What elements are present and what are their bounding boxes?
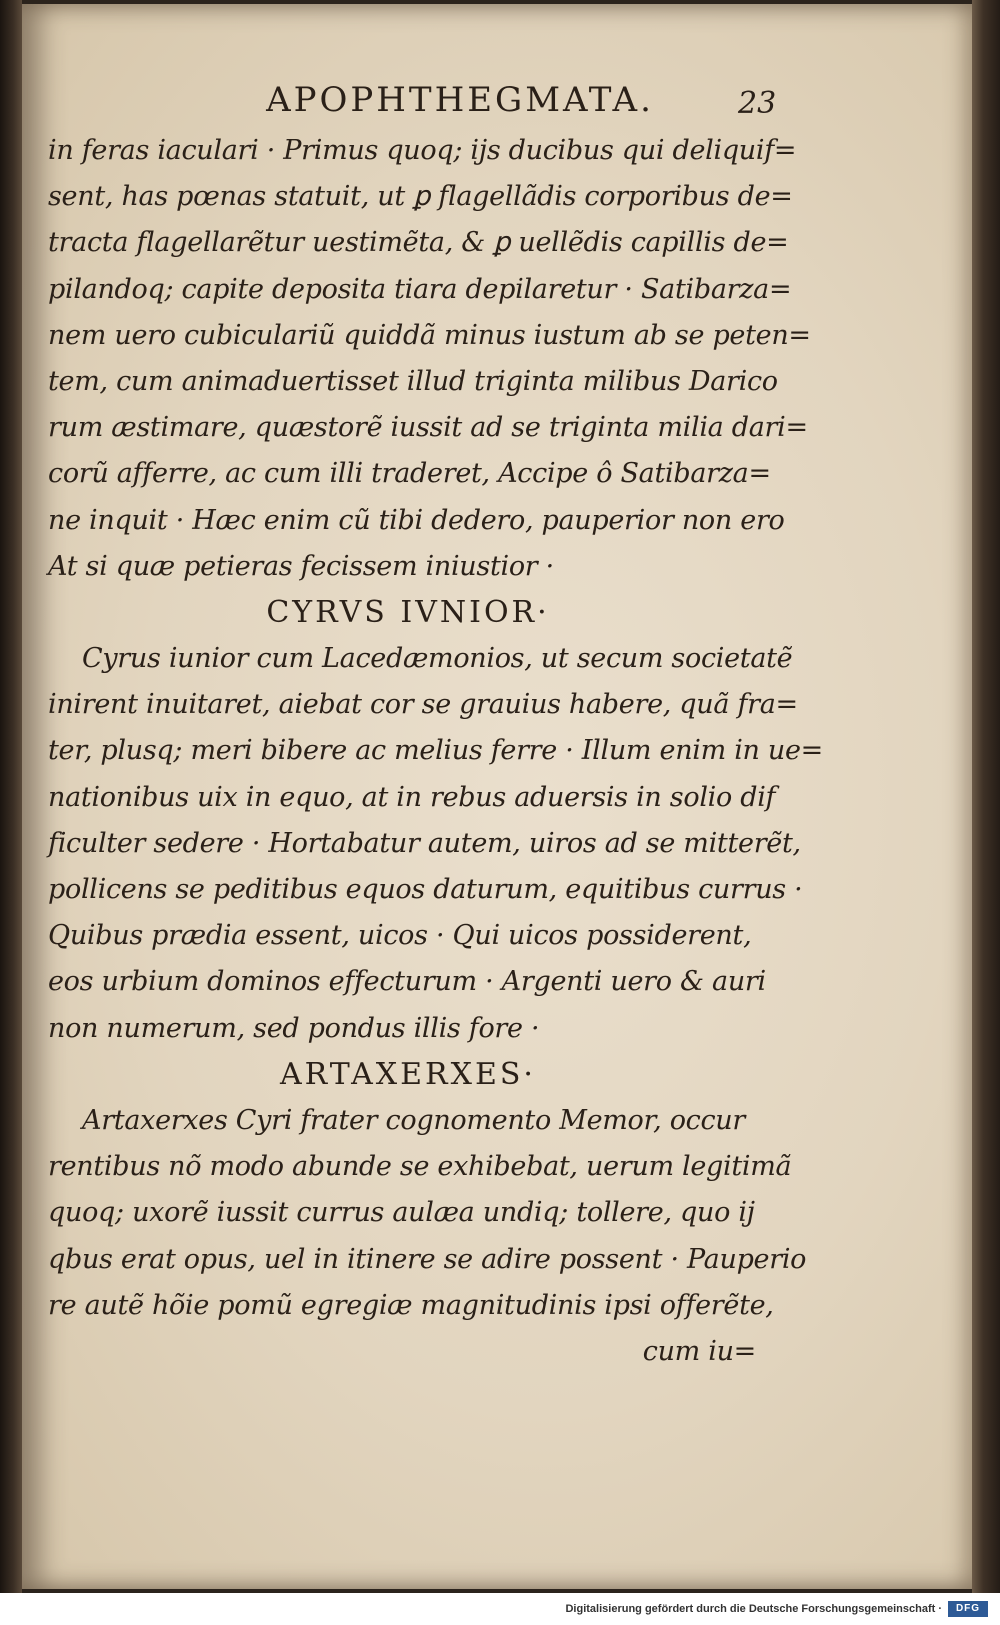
text-line: corũ afferre, ac cum illi traderet, Accipe ô Satibarza= bbox=[48, 458, 771, 490]
running-head: APOPHTHEGMATA. bbox=[266, 80, 654, 120]
folio-number: 23 bbox=[738, 86, 777, 121]
text-line: re autẽ hõie pomũ egregiæ magnitudinis ipsi offerẽte, bbox=[48, 1289, 774, 1321]
text-line: Cyrus iunior cum Lacedæmonios, ut secum societatẽ bbox=[82, 643, 793, 675]
footer-bar bbox=[0, 1593, 1000, 1625]
text-line: tracta flagellarẽtur uestimẽta, & ꝑ uellẽdis capillis de= bbox=[48, 227, 789, 259]
text-line: ne inquit · Hæc enim cũ tibi dedero, pauperior non ero bbox=[48, 504, 785, 536]
text-line: Artaxerxes Cyri frater cognomento Memor, occur bbox=[82, 1104, 746, 1136]
funding-credit: Digitalisierung gefördert durch die Deutsche Forschungsgemeinschaft · bbox=[565, 1603, 942, 1615]
text-line: in feras iaculari · Primus quoq; ijs ducibus qui deliquif= bbox=[48, 135, 797, 166]
text-line: rum æstimare, quæstorẽ iussit ad se triginta milia dari= bbox=[48, 412, 808, 444]
section-heading-artaxerxes: ARTAXERXES· bbox=[280, 1056, 536, 1092]
text-line: inirent inuitaret, aiebat cor se grauius habere, quã fra= bbox=[48, 689, 798, 721]
text-line: nationibus uix in equo, at in rebus aduersis in solio dif bbox=[48, 781, 776, 813]
binding-edge bbox=[0, 0, 22, 1593]
text-line: Quibus prædia essent, uicos · Qui uicos possiderent, bbox=[48, 920, 752, 952]
text-line: At si quæ petieras fecissem iniustior · bbox=[48, 550, 554, 582]
text-line: non numerum, sed pondus illis fore · bbox=[48, 1012, 540, 1044]
text-line: ter, plusq; meri bibere ac melius ferre · Illum enim in ue= bbox=[48, 735, 824, 767]
cover-edge bbox=[972, 0, 1000, 1593]
text-line: eos urbium dominos effecturum · Argenti uero & auri bbox=[48, 966, 766, 998]
catchword: cum iu= bbox=[642, 1335, 756, 1367]
text-line: qbus erat opus, uel in itinere se adire possent · Pauperio bbox=[48, 1243, 807, 1275]
section-heading-cyrus: CYRVS IVNIOR· bbox=[266, 594, 550, 630]
text-line: sent, has pœnas statuit, ut ꝑ flagellãdis corporibus de= bbox=[48, 181, 793, 213]
text-line: quoq; uxorẽ iussit currus aulæa undiq; tollere, quo ij bbox=[48, 1197, 755, 1229]
dfg-logo: DFG bbox=[948, 1601, 988, 1617]
text-line: ficulter sedere · Hortabatur autem, uiros ad se mitterẽt, bbox=[48, 827, 801, 859]
text-line: rentibus nõ modo abunde se exhibebat, uerum legitimã bbox=[48, 1151, 792, 1183]
text-line: tem, cum animaduertisset illud triginta milibus Darico bbox=[48, 365, 778, 397]
text-line: nem uero cubiculariũ quiddã minus iustum ab se peten= bbox=[48, 319, 811, 351]
text-line: pilandoq; capite deposita tiara depilaretur · Satibarza= bbox=[48, 273, 792, 305]
text-line: pollicens se peditibus equos daturum, equitibus currus · bbox=[48, 874, 803, 905]
text-block bbox=[48, 128, 824, 1375]
